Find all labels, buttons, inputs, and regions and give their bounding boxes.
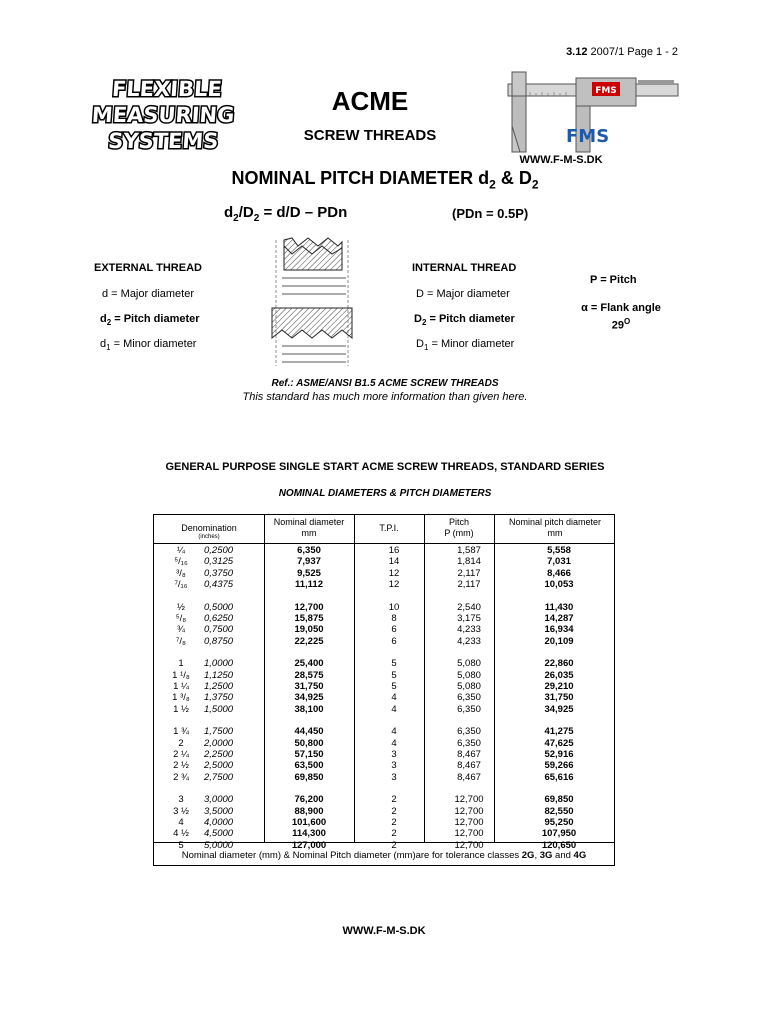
table-row — [154, 817, 614, 828]
page-reference: 3.12 2007/1 Page 1 - 2 — [566, 46, 678, 58]
cell-npd: 20,109 — [544, 635, 574, 647]
internal-major-diameter: D = Major diameter — [416, 288, 510, 300]
cell-pitch: 12,700 — [454, 839, 484, 851]
cell-nom: 12,700 — [294, 601, 324, 613]
cell-pitch: 12,700 — [454, 828, 484, 840]
cell-frac: ⁵/₈ — [175, 613, 187, 624]
cell-npd: 65,616 — [544, 771, 574, 783]
cell-frac: ³/₈ — [176, 567, 186, 579]
table-footer-note: Nominal diameter (mm) & Nominal Pitch diameter (mm)are for tolerance classes 2G, 3G and 4G — [181, 850, 587, 861]
cell-nom: 50,800 — [294, 737, 324, 749]
page-heading: NOMINAL PITCH DIAMETER $d_2$ & $D_2$ — [231, 168, 539, 192]
cell-tpi: 6 — [391, 624, 397, 636]
cell-frac: 3 ½ — [173, 805, 189, 817]
cell-npd: 26,035 — [544, 669, 574, 681]
cell-nom: 57,150 — [294, 749, 324, 760]
cell-pitch: 12,700 — [454, 805, 484, 817]
cell-frac: 1 ½ — [173, 703, 189, 715]
flank-angle-definition: α = Flank angle $29^O$ — [581, 302, 661, 332]
cell-dec: 1,0000 — [204, 658, 234, 670]
external-thread-heading: EXTERNAL THREAD — [94, 262, 202, 274]
cell-nom: 63,500 — [294, 760, 324, 772]
cell-tpi: 2 — [391, 839, 397, 851]
cell-frac: 1 ¼ — [173, 681, 189, 692]
cell-npd: 11,430 — [544, 601, 574, 613]
cell-dec: 1,7500 — [204, 726, 234, 738]
cell-pitch: 8,467 — [457, 771, 481, 783]
internal-minor-diameter: $D_1$ = Minor diameter — [416, 338, 515, 353]
cell-tpi: 8 — [391, 613, 397, 624]
alpha-symbol: α — [581, 302, 588, 314]
cell-pitch: 2,117 — [457, 567, 481, 579]
formula: $d_2/D_2 = d/D$ – PDn — [224, 204, 348, 224]
cell-npd: 29,210 — [544, 681, 574, 692]
caliper-badge: FMS — [595, 86, 617, 96]
table-row — [154, 726, 614, 737]
title: ACME — [331, 86, 409, 116]
logo-line-1: FLEXIBLE — [111, 76, 223, 101]
cell-npd: 14,287 — [544, 613, 574, 624]
cell-dec: 5,0000 — [204, 839, 234, 851]
cell-dec: 0,3125 — [204, 556, 234, 568]
subtitle: SCREW THREADS — [303, 127, 437, 144]
cell-pitch: 2,117 — [457, 579, 481, 591]
cell-pitch: 5,080 — [457, 669, 481, 681]
cell-tpi: 3 — [391, 771, 397, 783]
cell-tpi: 3 — [391, 749, 397, 760]
cell-npd: 95,250 — [544, 817, 574, 828]
cell-tpi: 10 — [388, 601, 400, 613]
cell-nom: 44,450 — [294, 726, 324, 738]
cell-dec: 0,5000 — [204, 601, 234, 613]
cell-pitch: 3,175 — [457, 613, 481, 624]
cell-nom: 114,300 — [292, 828, 326, 840]
cell-dec: 3,0000 — [204, 794, 234, 806]
table-row — [154, 806, 614, 817]
caliper-illustration — [506, 66, 682, 156]
header-pitch: Pitch P (mm) — [444, 517, 474, 538]
table-row — [154, 579, 614, 590]
table-row — [154, 794, 614, 805]
cell-dec: 3,5000 — [204, 805, 234, 817]
cell-nom: 127,000 — [291, 839, 327, 851]
table-row — [154, 556, 614, 567]
header-url[interactable]: WWW.F-M-S.DK — [519, 154, 603, 166]
cell-frac: 4 — [178, 817, 184, 828]
table-row — [154, 760, 614, 771]
table-row — [154, 772, 614, 783]
internal-thread-heading: INTERNAL THREAD — [412, 262, 517, 274]
cell-tpi: 5 — [391, 681, 397, 692]
pdn-formula: (PDn = 0.5P) — [452, 206, 529, 221]
cell-dec: 1,3750 — [204, 692, 234, 704]
table-row — [154, 692, 614, 703]
cell-nom: 25,400 — [294, 658, 324, 670]
cell-frac: 1 ¾ — [173, 726, 189, 738]
table-subtitle: NOMINAL DIAMETERS & PITCH DIAMETERS — [278, 488, 492, 499]
cell-npd: 120,650 — [541, 839, 577, 851]
cell-frac: ¼ — [177, 545, 185, 556]
cell-pitch: 5,080 — [457, 658, 481, 670]
cell-tpi: 5 — [391, 658, 397, 670]
cell-tpi: 3 — [391, 760, 397, 772]
external-pitch-diameter: $d_2$ = Pitch diameter — [100, 313, 200, 328]
cell-npd: 82,550 — [544, 805, 574, 817]
cell-nom: 15,875 — [294, 613, 324, 624]
table-row — [154, 670, 614, 681]
cell-frac: 2 — [178, 737, 184, 749]
cell-tpi: 5 — [391, 669, 397, 681]
cell-tpi: 4 — [391, 737, 397, 749]
cell-frac: ¾ — [177, 624, 185, 636]
cell-pitch: 12,700 — [454, 817, 484, 828]
cell-pitch: 2,540 — [457, 601, 481, 613]
cell-tpi: 14 — [388, 556, 400, 568]
cell-npd: 8,466 — [547, 567, 571, 579]
cell-npd: 31,750 — [544, 692, 574, 704]
cell-tpi: 4 — [391, 726, 397, 738]
cell-nom: 22,225 — [294, 635, 324, 647]
table-row — [154, 681, 614, 692]
cell-dec: 1,1250 — [204, 669, 234, 681]
cell-frac: 3 — [178, 794, 184, 806]
cell-frac: 2 ¼ — [173, 749, 189, 760]
thread-diagram — [262, 236, 362, 370]
cell-tpi: 12 — [388, 567, 400, 579]
cell-dec: 1,5000 — [204, 703, 234, 715]
cell-frac: 1 ³/₈ — [172, 692, 190, 704]
cell-dec: 4,5000 — [204, 828, 234, 840]
cell-tpi: 16 — [388, 545, 400, 556]
cell-dec: 0,6250 — [204, 613, 234, 624]
cell-nom: 19,050 — [294, 624, 324, 636]
table-row — [154, 624, 614, 635]
cell-dec: 1,2500 — [204, 681, 234, 692]
table-title: GENERAL PURPOSE SINGLE START ACME SCREW THREADS, STANDARD SERIES — [165, 461, 605, 473]
cell-dec: 2,0000 — [204, 737, 234, 749]
cell-pitch: 5,080 — [457, 681, 481, 692]
cell-npd: 52,916 — [544, 749, 574, 760]
cell-pitch: 6,350 — [457, 703, 481, 715]
header-denomination: Denomination (inches) — [181, 523, 237, 540]
cell-npd: 47,625 — [544, 737, 574, 749]
cell-pitch: 4,233 — [457, 624, 481, 636]
cell-npd: 22,860 — [544, 658, 574, 670]
external-minor-diameter: $d_1$ = Minor diameter — [100, 338, 197, 353]
table-row — [154, 828, 614, 839]
cell-dec: 2,5000 — [204, 760, 234, 772]
cell-tpi: 12 — [388, 579, 400, 591]
pitch-definition: P = Pitch — [590, 274, 637, 286]
fms-logo — [84, 74, 244, 156]
cell-nom: 76,200 — [294, 794, 324, 806]
caliper-brand: FMS — [566, 126, 610, 147]
cell-nom: 6,350 — [297, 545, 321, 556]
cell-dec: 0,7500 — [204, 624, 234, 636]
cell-npd: 16,934 — [544, 624, 574, 636]
cell-frac: 2 ¾ — [173, 771, 189, 783]
cell-pitch: 1,587 — [457, 545, 481, 556]
cell-nom: 101,600 — [291, 817, 327, 828]
cell-pitch: 8,467 — [457, 760, 481, 772]
external-major-diameter: d = Major diameter — [102, 288, 195, 300]
reference-standard: Ref.: ASME/ANSI B1.5 ACME SCREW THREADS — [271, 378, 499, 389]
cell-dec: 0,8750 — [204, 635, 234, 647]
header-tpi: T.P.I. — [379, 523, 399, 533]
reference-note: This standard has much more information than given here. — [242, 391, 528, 403]
cell-nom: 88,900 — [294, 805, 324, 817]
logo-line-2: MEASURING — [91, 102, 236, 127]
cell-frac: 1 — [178, 658, 184, 670]
cell-nom: 38,100 — [294, 703, 324, 715]
footer-url[interactable]: WWW.F-M-S.DK — [342, 925, 426, 937]
cell-npd: 69,850 — [544, 794, 574, 806]
cell-pitch: 8,467 — [457, 749, 481, 760]
cell-npd: 107,950 — [541, 828, 577, 840]
cell-frac: 2 ½ — [173, 760, 189, 772]
cell-pitch: 12,700 — [454, 794, 484, 806]
table-row — [154, 704, 614, 715]
cell-frac: ½ — [177, 601, 185, 613]
cell-frac: 4 ½ — [173, 828, 189, 840]
cell-nom: 69,850 — [294, 771, 324, 783]
cell-nom: 28,575 — [294, 669, 324, 681]
cell-pitch: 4,233 — [457, 635, 481, 647]
cell-nom: 11,112 — [294, 579, 323, 591]
cell-dec: 2,2500 — [204, 749, 234, 760]
cell-pitch: 1,814 — [457, 556, 481, 568]
cell-tpi: 2 — [391, 794, 397, 806]
cell-pitch: 6,350 — [457, 726, 481, 738]
cell-npd: 34,925 — [544, 703, 574, 715]
cell-frac: ⁵/₁₆ — [174, 556, 188, 568]
cell-npd: 10,053 — [544, 579, 574, 591]
header-nominal-diameter: Nominal diameter mm — [273, 517, 345, 538]
cell-npd: 59,266 — [544, 760, 574, 772]
cell-npd: 41,275 — [544, 726, 574, 738]
table-row — [154, 545, 614, 556]
table-row — [154, 602, 614, 613]
cell-tpi: 2 — [391, 828, 397, 840]
cell-frac: 5 — [178, 839, 184, 851]
cell-frac: 1 ¹/₈ — [172, 669, 190, 681]
cell-dec: 2,7500 — [204, 771, 234, 783]
logo-line-3: SYSTEMS — [107, 128, 220, 153]
cell-pitch: 6,350 — [457, 737, 481, 749]
cell-tpi: 4 — [391, 703, 397, 715]
table-row — [154, 636, 614, 647]
internal-pitch-diameter: $D_2$ = Pitch diameter — [414, 313, 515, 328]
table-row — [154, 613, 614, 624]
cell-tpi: 2 — [391, 817, 397, 828]
table-row — [154, 568, 614, 579]
table-row — [154, 658, 614, 669]
cell-npd: 5,558 — [547, 545, 571, 556]
cell-frac: ⁷/₈ — [175, 635, 186, 647]
cell-nom: 31,750 — [294, 681, 324, 692]
cell-tpi: 4 — [391, 692, 397, 704]
acme-thread-table — [153, 514, 615, 866]
cell-frac: ⁷/₁₆ — [174, 579, 188, 591]
cell-dec: 0,2500 — [204, 545, 234, 556]
cell-tpi: 6 — [391, 635, 397, 647]
cell-nom: 7,937 — [297, 556, 321, 568]
table-row — [154, 738, 614, 749]
cell-nom: 34,925 — [294, 692, 324, 704]
cell-dec: 0,4375 — [204, 579, 234, 591]
cell-nom: 9,525 — [297, 567, 321, 579]
cell-dec: 4,0000 — [204, 817, 234, 828]
table-row — [154, 749, 614, 760]
cell-pitch: 6,350 — [457, 692, 481, 704]
cell-npd: 7,031 — [547, 556, 571, 568]
header-nominal-pitch-diameter: Nominal pitch diameter mm — [508, 517, 602, 538]
cell-dec: 0,3750 — [204, 567, 234, 579]
cell-tpi: 2 — [391, 805, 397, 817]
